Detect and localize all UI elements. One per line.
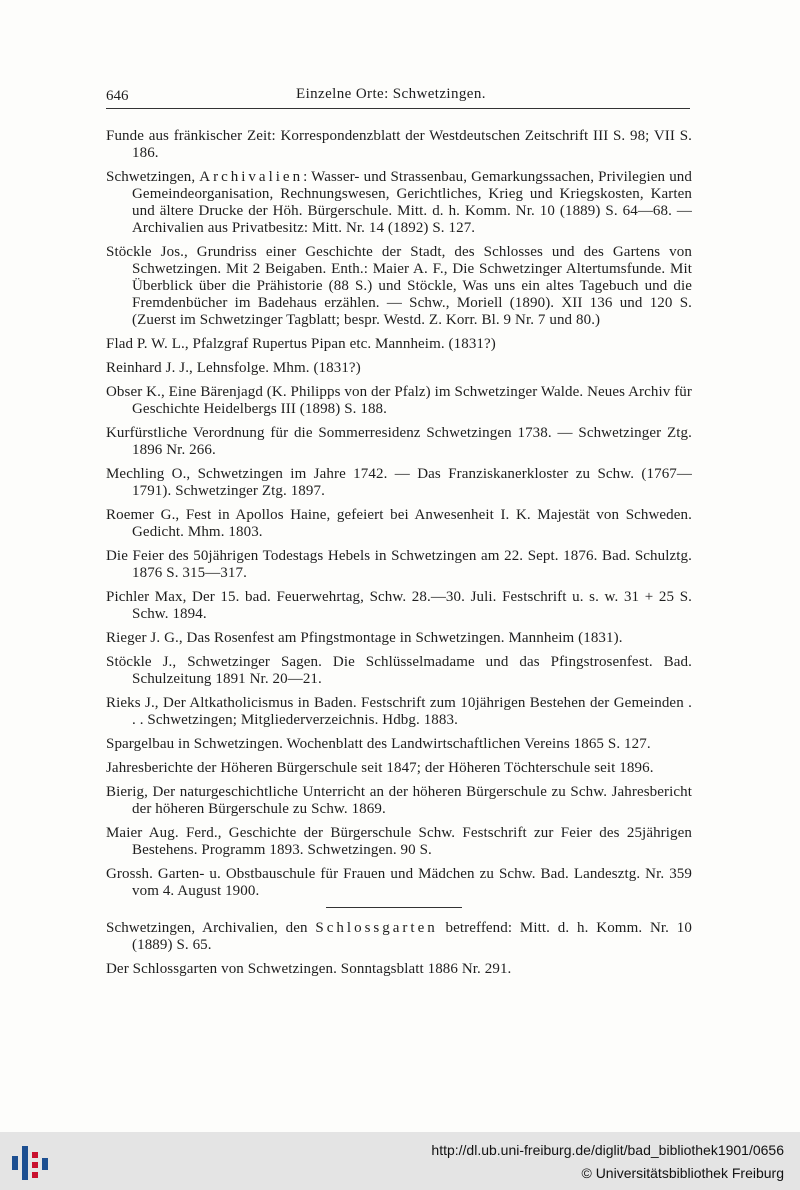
bib-entry: Stöckle J., Schwetzinger Sagen. Die Schlüsselmadame und das Pfingstrosenfest. Bad. Schulzeitung 1891 Nr. 20—21. (106, 654, 692, 687)
copyright-notice: © Universitätsbibliothek Freiburg (581, 1165, 784, 1181)
bib-entry: Kurfürstliche Verordnung für die Sommerresidenz Schwetzingen 1738. — Schwetzinger Ztg. 1896 Nr. 266. (106, 425, 692, 458)
bib-entry: Maier Aug. Ferd., Geschichte der Bürgerschule Schw. Festschrift zur Feier des 25jährigen Bestehens. Programm 1893. Schwetzingen. 90 S. (106, 825, 692, 858)
spaced-emphasis: Archivalien (199, 169, 304, 185)
bib-entry: Die Feier des 50jährigen Todestags Hebels in Schwetzingen am 22. Sept. 1876. Bad. Schulztg. 1876 S. 315—317. (106, 548, 692, 581)
bib-entry: Spargelbau in Schwetzingen. Wochenblatt des Landwirtschaftlichen Vereins 1865 S. 127. (106, 736, 651, 752)
permalink-url[interactable]: http://dl.ub.uni-freiburg.de/diglit/bad_bibliothek1901/0656 (431, 1142, 784, 1158)
bib-entry: Reinhard J. J., Lehnsfolge. Mhm. (1831?) (106, 360, 361, 376)
bib-entry: Obser K., Eine Bärenjagd (K. Philipps von der Pfalz) im Schwetzinger Walde. Neues Archiv für Geschichte Heidelbergs III (1898) S. 188. (106, 384, 692, 417)
running-head (106, 86, 690, 109)
entry-text: betreffend: Mitt. d. h. Komm. Nr. 10 (1889) S. 65. (132, 920, 692, 953)
section-divider (326, 907, 462, 908)
running-title: Einzelne Orte: Schwetzingen. (296, 86, 486, 102)
bib-entry: Rieks J., Der Altkatholicismus in Baden. Festschrift zum 10jährigen Bestehen der Gemeinden . . . Schwetzingen; Mitgliederverzeichnis. Hdbg. 1883. (106, 695, 692, 728)
page-number: 646 (106, 88, 129, 104)
bibliography-list (106, 128, 692, 985)
entry-text: Schwetzingen, Archivalien, den (106, 920, 316, 936)
bib-entry: Mechling O., Schwetzingen im Jahre 1742. — Das Franziskanerkloster zu Schw. (1767—1791). Schwetzinger Ztg. 1897. (106, 466, 692, 499)
entry-text: Schwetzingen, (106, 169, 200, 185)
bib-entry (106, 169, 692, 237)
bib-entry: Rieger J. G., Das Rosenfest am Pfingstmontage in Schwetzingen. Mannheim (1831). (106, 630, 623, 646)
bib-entry: Stöckle Jos., Grundriss einer Geschichte der Stadt, des Schlosses und des Gartens von Schwetzingen. Mit 2 Beigaben. Enth.: Maier A. F., Die Schwetzinger Altertumsfunde. Mit Überblick über die Prähistorie (88 S.) und Stöckle, Was uns ein altes Tagebuch und die Fremdenbücher im Badehaus erzählen. — Schw., Moriell (1890). XII 136 und 120 S. (Zuerst im Schwetzinger Tagblatt; bespr. Westd. Z. Korr. Bl. 9 Nr. 7 und 80.) (106, 244, 692, 328)
bib-entry: Jahresberichte der Höheren Bürgerschule seit 1847; der Höheren Töchterschule seit 1896. (106, 760, 654, 776)
ub-freiburg-logo-icon[interactable] (10, 1142, 52, 1182)
bib-entry (106, 920, 692, 954)
bib-entry: Roemer G., Fest in Apollos Haine, gefeiert bei Anwesenheit I. K. Majestät von Schweden. Gedicht. Mhm. 1803. (106, 507, 692, 540)
bib-entry: Flad P. W. L., Pfalzgraf Rupertus Pipan etc. Mannheim. (1831?) (106, 336, 496, 352)
viewer-footer (0, 1132, 800, 1190)
bib-entry: Bierig, Der naturgeschichtliche Unterricht an der höheren Bürgerschule zu Schw. Jahresbericht der höheren Bürgerschule zu Schw. 1869. (106, 784, 692, 817)
bib-entry: Funde aus fränkischer Zeit: Korrespondenzblatt der Westdeutschen Zeitschrift III S. 98; VII S. 186. (106, 128, 692, 161)
bib-entry: Pichler Max, Der 15. bad. Feuerwehrtag, Schw. 28.—30. Juli. Festschrift u. s. w. 31 + 25 S. Schw. 1894. (106, 589, 692, 622)
bib-entry: Der Schlossgarten von Schwetzingen. Sonntagsblatt 1886 Nr. 291. (106, 961, 512, 977)
entry-text: : Wasser- und Strassenbau, Gemarkungssachen, Privilegien und Gemeindeorganisation, Rechnungswesen, Gerichtliches, Krieg und Kriegskosten, Karten und ältere Drucke der Höh. Bürgerschule. Mitt. d. h. Komm. Nr. 10 (1889) S. 64—68. — Archivalien aus Privatbesitz: Mitt. Nr. 14 (1892) S. 127. (132, 169, 692, 236)
spaced-emphasis: Schlossgarten (315, 920, 438, 936)
bib-entry: Grossh. Garten- u. Obstbauschule für Frauen und Mädchen zu Schw. Bad. Landesztg. Nr. 359 vom 4. August 1900. (106, 866, 692, 899)
